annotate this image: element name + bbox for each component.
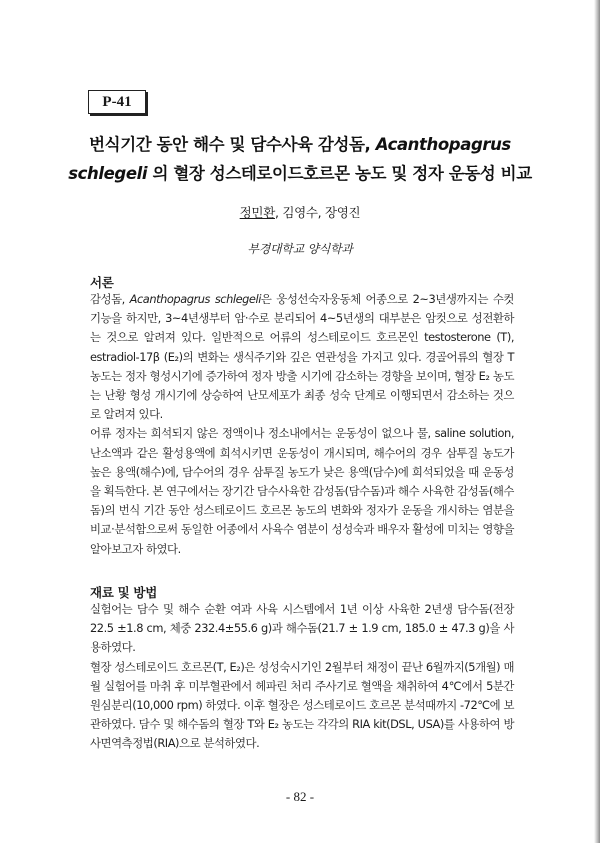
methods-paragraph-2: 혈장 성스테로이드 호르몬(T, E₂)은 성성숙시기인 2월부터 채정이 끝난 6월까지(5개월) 매월 실험어를 마취 후 미부혈관에서 헤파린 처리 주사기로 혈액을 채취하여 4℃에서 5분간 원심분리(10,000 rpm) 하였다. 이후 혈장은 성스테로이드 호르몬 분석때까지 -72℃에 보관하였다. 담수 및 해수돔의 혈장 T와 E₂ 농도는 각각의 RIA kit(DSL, USA)를 사용하여 방사면역측정법(RIA)으로 분석하였다.	[90, 659, 514, 751]
intro-body	[90, 290, 514, 559]
methods-paragraph-1: 실험어는 담수 및 해수 순환 여과 사육 시스템에서 1년 이상 사육한 2년생 담수돔(전장 22.5 ±1.8 cm, 체중 232.4±55.6 g)과 해수돔(21.7 ± 1.9 cm, 185.0 ± 47.3 g)을 사용하였다.	[90, 602, 514, 655]
intro-paragraph-2: 어류 정자는 희석되지 않은 정액이나 정소내에서는 운동성이 없으나 물, saline solution, 난소액과 같은 활성용액에 희석시키면 운동성이 개시되며, 해수어의 경우 삼투질 농도가 높은 용액(해수)에, 담수어의 경우 삼투질 농도가 낮은 용액(담수)에 희석되었을 때 운동성을 획득한다. 본 연구에서는 장기간 담수사육한 감성돔(담수돔)과 해수 사육한 감성돔(해수돔)의 번식 기간 동안 성스테로이드 호르몬 농도의 변화와 정자가 운동을 개시하는 염분을 비교·분석함으로써 동일한 어종에서 사육수 염분이 성성숙과 배우자 활성에 미치는 영향을 알아보고자 하였다.	[90, 426, 514, 556]
title-korean-part: 번식기간 동안 해수 및 담수사육 감성돔,	[89, 135, 376, 154]
intro-heading: 서론	[90, 275, 114, 290]
paper-title-line-2	[40, 160, 560, 184]
presenting-author: 정민환	[239, 205, 275, 220]
scan-edge-shadow	[594, 0, 600, 843]
methods-body	[90, 600, 514, 754]
page-number: - 82 -	[285, 789, 315, 804]
methods-heading: 재료 및 방법	[90, 585, 157, 600]
poster-number-badge: P-41	[88, 90, 146, 114]
affiliation: 부경대학교 양식학과	[247, 242, 353, 256]
title-species-genus: Acanthopagrus	[375, 135, 511, 154]
intro-paragraph-1: 감성돔, Acanthopagrus schlegeli은 웅성선숙자웅동체 어종으로 2~3년생까지는 수컷 기능을 하지만, 3~4년생부터 암·수로 분리되어 4~5년생의 대부분은 암컷으로 성전환하는 것으로 알려져 있다. 일반적으로 어류의 성스테로이드 호르몬인 testosterone (T), estradiol-17β (E₂)의 변화는 생식주기와 깊은 연관성을 가지고 있다. 경골어류의 혈장 T 농도는 정자 형성시기에 증가하여 정자 방출 시기에 감소하는 경향을 보이며, 혈장 E₂ 농도는 난황 형성 개시기에 상승하여 난모세포가 최종 성숙 단계로 이행되면서 감소하는 것으로 알려져 있다.	[90, 292, 514, 422]
species-name: Acanthopagrus schlegeli	[129, 292, 261, 306]
paper-title-line-1	[40, 131, 560, 155]
title-korean-suffix: 의 혈장 성스테로이드호르몬 농도 및 정자 운동성 비교	[147, 164, 532, 183]
author-list	[0, 203, 600, 221]
co-authors: , 김영수, 장영진	[274, 205, 361, 220]
title-species-epithet: schlegeli	[68, 164, 148, 183]
